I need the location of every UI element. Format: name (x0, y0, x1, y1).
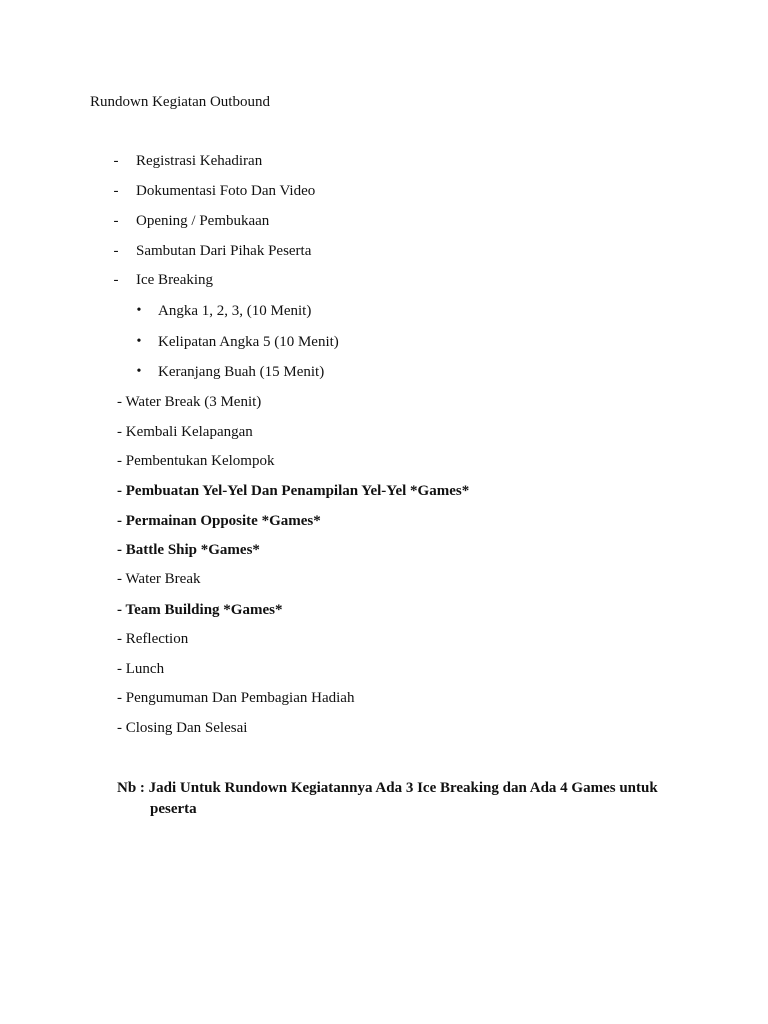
list-item-games: - Team Building *Games* (117, 602, 283, 618)
list-item: - Pembentukan Kelompok (117, 453, 275, 469)
list-item-text: Angka 1, 2, 3, (10 Menit) (158, 303, 312, 319)
list-item: - Kembali Kelapangan (117, 424, 253, 440)
dash-marker: - (113, 213, 119, 229)
list-item-text: Kelipatan Angka 5 (10 Menit) (158, 334, 339, 350)
list-item-games: - Battle Ship *Games* (117, 542, 260, 558)
list-item-text: Ice Breaking (136, 272, 214, 288)
list-item: - Closing Dan Selesai (117, 720, 248, 736)
dash-marker: - (113, 243, 119, 259)
note-paragraph (117, 778, 677, 820)
list-item: - Water Break (117, 571, 201, 587)
list-item: - Pengumuman Dan Pembagian Hadiah (117, 690, 355, 706)
list-item: - Water Break (3 Menit) (117, 394, 262, 410)
dash-marker: - (113, 153, 119, 169)
dash-marker: - (113, 183, 119, 199)
list-item: - Lunch (117, 661, 165, 677)
note-line-1: Nb : Jadi Untuk Rundown Kegiatannya Ada 3 Ice Breaking dan Ada 4 Games untuk (117, 780, 658, 796)
list-item-text: Keranjang Buah (15 Menit) (158, 364, 325, 380)
list-item-text: Sambutan Dari Pihak Peserta (136, 243, 312, 259)
list-item-games: - Permainan Opposite *Games* (117, 513, 321, 529)
bullet-marker: • (136, 303, 142, 318)
bullet-marker: • (136, 364, 142, 379)
list-item-text: Opening / Pembukaan (136, 213, 270, 229)
list-item: - Reflection (117, 631, 189, 647)
list-item-games: - Pembuatan Yel-Yel Dan Penampilan Yel-Yel *Games* (117, 483, 470, 499)
note-line-2: peserta (150, 801, 197, 817)
dash-marker: - (113, 272, 119, 288)
bullet-marker: • (136, 334, 142, 349)
list-item-text: Registrasi Kehadiran (136, 153, 263, 169)
list-item-text: Dokumentasi Foto Dan Video (136, 183, 316, 199)
document-title: Rundown Kegiatan Outbound (90, 94, 270, 110)
